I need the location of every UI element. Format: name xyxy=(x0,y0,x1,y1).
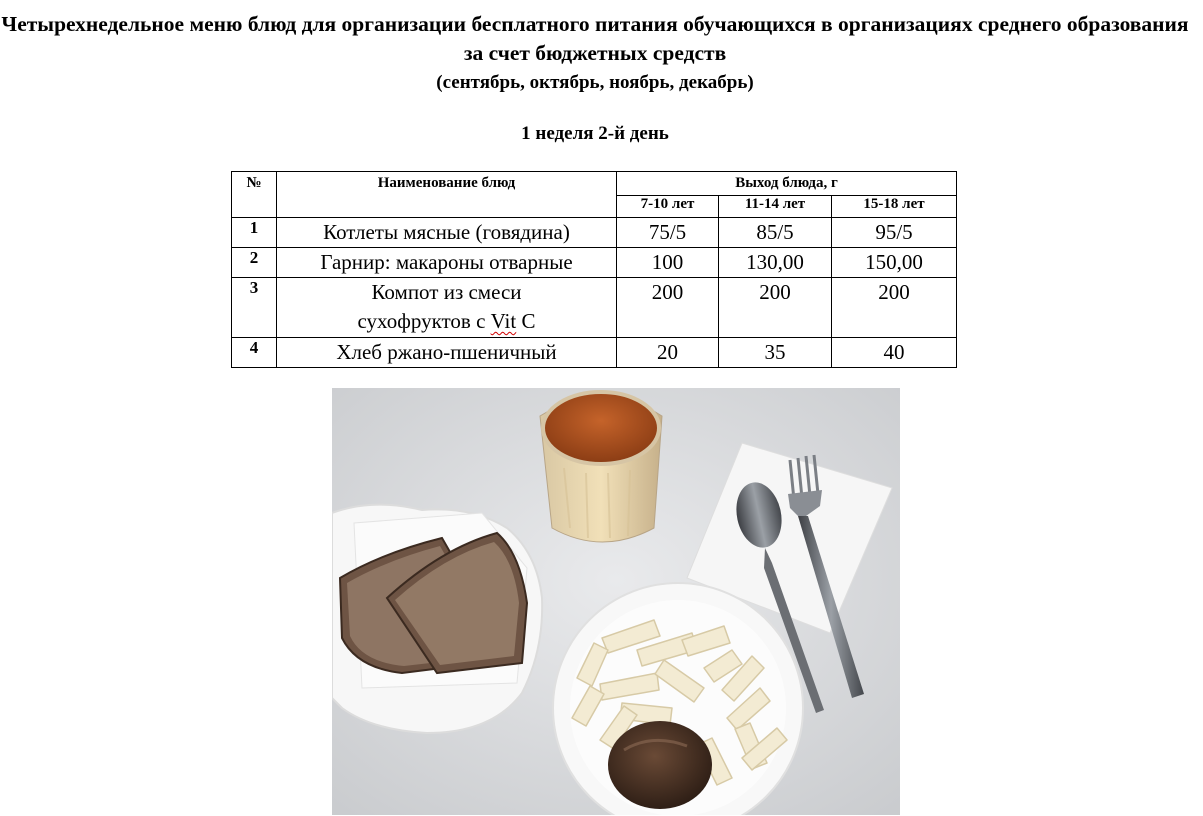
yield-7-10: 75/5 xyxy=(617,218,719,248)
yield-7-10: 200 xyxy=(617,278,719,338)
header-age-7-10: 7-10 лет xyxy=(617,196,719,218)
table-row xyxy=(232,278,957,338)
header-number: № xyxy=(232,172,277,218)
yield-11-14: 130,00 xyxy=(719,248,832,278)
yield-11-14: 35 xyxy=(719,338,832,368)
header-dish-name: Наименование блюд xyxy=(277,172,617,218)
dish-name: Гарнир: макароны отварные xyxy=(277,248,617,278)
document-title: Четырехнедельное меню блюд для организации бесплатного питания обучающихся в организациях среднего образования за счет бюджетных средств xyxy=(1,12,1189,65)
week-day-heading: 1 неделя 2-й день xyxy=(521,123,669,144)
yield-15-18: 40 xyxy=(832,338,957,368)
yield-11-14: 200 xyxy=(719,278,832,338)
row-number: 1 xyxy=(232,218,277,248)
table-row xyxy=(232,338,957,368)
yield-11-14: 85/5 xyxy=(719,218,832,248)
meal-photo xyxy=(332,388,900,815)
yield-15-18: 150,00 xyxy=(832,248,957,278)
dish-name: Котлеты мясные (говядина) xyxy=(277,218,617,248)
spellcheck-underlined-word: Vit xyxy=(490,309,517,333)
row-number: 2 xyxy=(232,248,277,278)
row-number: 4 xyxy=(232,338,277,368)
header-age-15-18: 15-18 лет xyxy=(832,196,957,218)
yield-15-18: 200 xyxy=(832,278,957,338)
header-age-11-14: 11-14 лет xyxy=(719,196,832,218)
table-row xyxy=(232,248,957,278)
dish-name-line1: Компот из смеси xyxy=(371,280,522,304)
pasta-plate xyxy=(553,583,803,815)
months-subtitle: (сентябрь, октябрь, ноябрь, декабрь) xyxy=(436,72,754,93)
yield-7-10: 100 xyxy=(617,248,719,278)
yield-7-10: 20 xyxy=(617,338,719,368)
row-number: 3 xyxy=(232,278,277,338)
yield-15-18: 95/5 xyxy=(832,218,957,248)
header-yield: Выход блюда, г xyxy=(617,172,957,196)
dish-name-line2 xyxy=(279,307,614,336)
dish-name-line2-a: сухофруктов с xyxy=(357,309,491,333)
dish-name: Хлеб ржано-пшеничный xyxy=(277,338,617,368)
compote-glass xyxy=(540,392,662,542)
bread-plate xyxy=(332,505,542,733)
dish-name xyxy=(277,278,617,338)
table-row xyxy=(232,218,957,248)
dish-name-line2-c: C xyxy=(516,309,536,333)
menu-table xyxy=(231,171,957,368)
